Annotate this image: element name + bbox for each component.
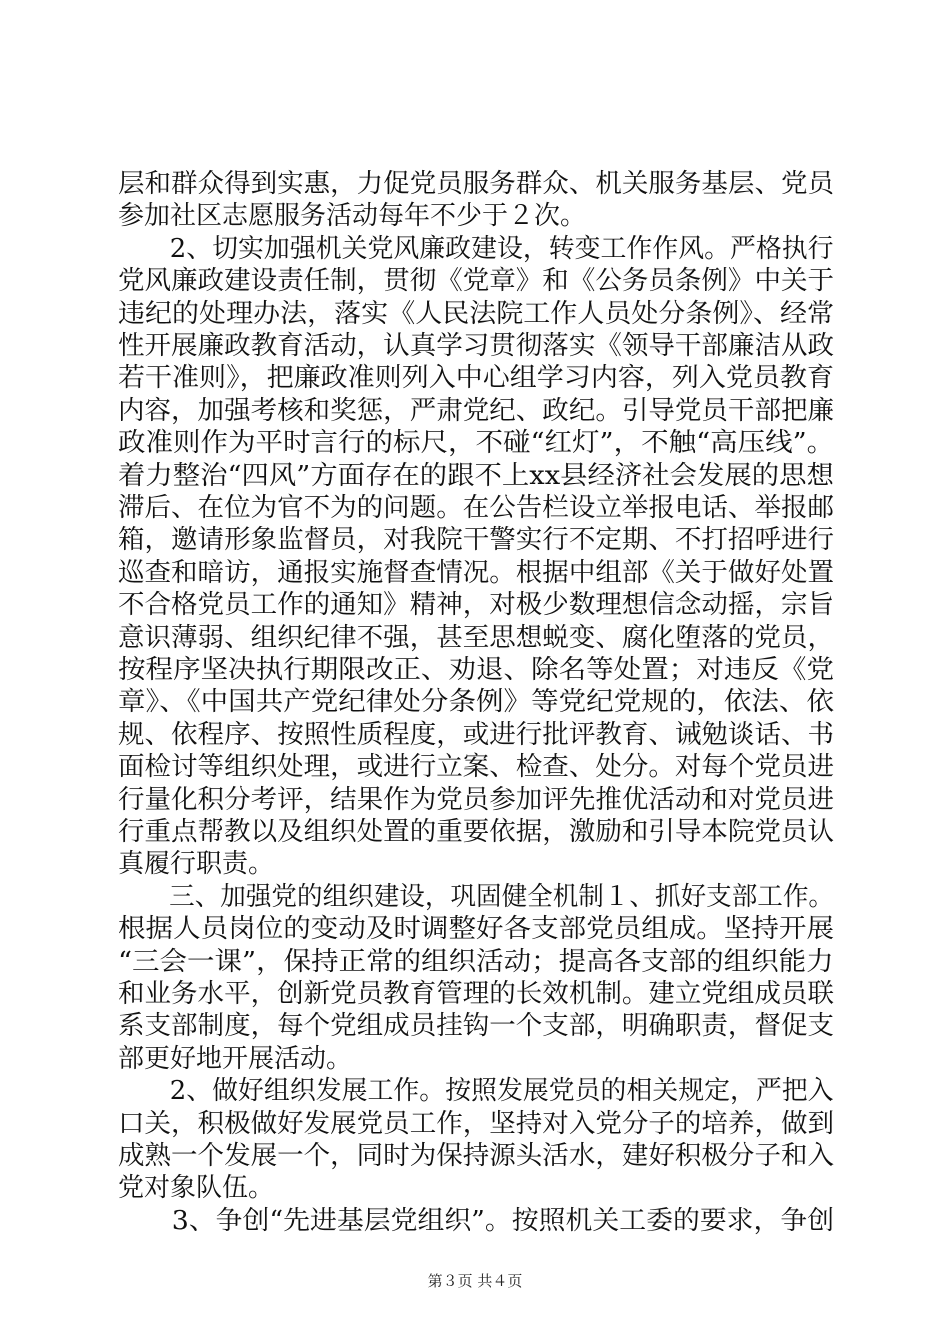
text-line: 和业务水平，创新党员教育管理的长效机制。建立党组成员联 xyxy=(118,979,835,1009)
text-line: 不合格党员工作的通知》精神，对极少数理想信念动摇，宗旨 xyxy=(118,590,835,621)
text-line: 违纪的处理办法，落实《人民法院工作人员处分条例》、经常 xyxy=(118,298,835,329)
text-line: 着力整治“四风”方面存在的跟不上xx县经济社会发展的思想 xyxy=(118,460,834,491)
text-line: 意识薄弱、组织纪律不强，甚至思想蜕变、腐化堕落的党员， xyxy=(118,622,835,653)
text-line: 口关，积极做好发展党员工作，坚持对入党分子的培养，做到 xyxy=(118,1108,835,1139)
text-line: 行重点帮教以及组织处置的重要依据，激励和引导本院党员认 xyxy=(118,817,835,847)
text-line: 成熟一个发展一个，同时为保持源头活水，建好积极分子和入 xyxy=(118,1141,835,1171)
text-line: 章》、《中国共产党纪律处分条例》等党纪党规的，依法、依 xyxy=(118,687,835,718)
text-line: 2、做好组织发展工作。按照发展党员的相关规定，严把入 xyxy=(118,1076,834,1107)
text-line: 箱，邀请形象监督员，对我院干警实行不定期、不打招呼进行 xyxy=(118,525,835,556)
text-line: 层和群众得到实惠，力促党员服务群众、机关服务基层、党员 xyxy=(118,169,835,199)
text-line: 规、依程序、按照性质程度，或进行批评教育、诫勉谈话、书 xyxy=(118,719,835,750)
page-footer: 第３页 共４页 xyxy=(427,1272,523,1290)
text-line: 参加社区志愿服务活动每年不少于２次。 xyxy=(118,201,587,232)
text-line: 行量化积分考评，结果作为党员参加评先推优活动和对党员进 xyxy=(118,784,835,815)
text-line: 性开展廉政教育活动，认真学习贯彻落实《领导干部廉洁从政 xyxy=(118,331,835,361)
text-line: 2、切实加强机关党风廉政建设，转变工作作风。严格执行 xyxy=(118,233,834,264)
text-line: 若干准则》，把廉政准则列入中心组学习内容，列入党员教育 xyxy=(118,363,835,394)
text-line: 根据人员岗位的变动及时调整好各支部党员组成。坚持开展 xyxy=(118,914,835,945)
text-line: 巡查和暗访，通报实施督查情况。根据中组部《关于做好处置 xyxy=(118,557,835,588)
text-line: 党对象队伍。 xyxy=(118,1173,275,1204)
text-line: 真履行职责。 xyxy=(118,849,275,880)
text-line: 系支部制度，每个党组成员挂钩一个支部，明确职责，督促支 xyxy=(118,1011,835,1042)
text-line: 三、加强党的组织建设，巩固健全机制１、抓好支部工作。 xyxy=(118,881,835,912)
text-line: 党风廉政建设责任制，贯彻《党章》和《公务员条例》中关于 xyxy=(118,266,835,297)
text-line: 面检讨等组织处理，或进行立案、检查、处分。对每个党员进 xyxy=(118,752,835,783)
text-line: 内容，加强考核和奖惩，严肃党纪、政纪。引导党员干部把廉 xyxy=(118,395,835,426)
text-line: 按程序坚决执行期限改正、劝退、除名等处置；对违反《党 xyxy=(118,655,835,685)
text-line: “三会一课”，保持正常的组织活动；提高各支部的组织能力 xyxy=(118,946,834,977)
text-line: 政准则作为平时言行的标尺，不碰“红灯”，不触“高压线”。 xyxy=(118,428,835,459)
text-line: 滞后、在位为官不为的问题。在公告栏设立举报电话、举报邮 xyxy=(118,493,835,523)
text-line: 3、争创“先进基层党组织”。按照机关工委的要求，争创 xyxy=(118,1205,835,1236)
text-line: 部更好地开展活动。 xyxy=(118,1043,353,1074)
